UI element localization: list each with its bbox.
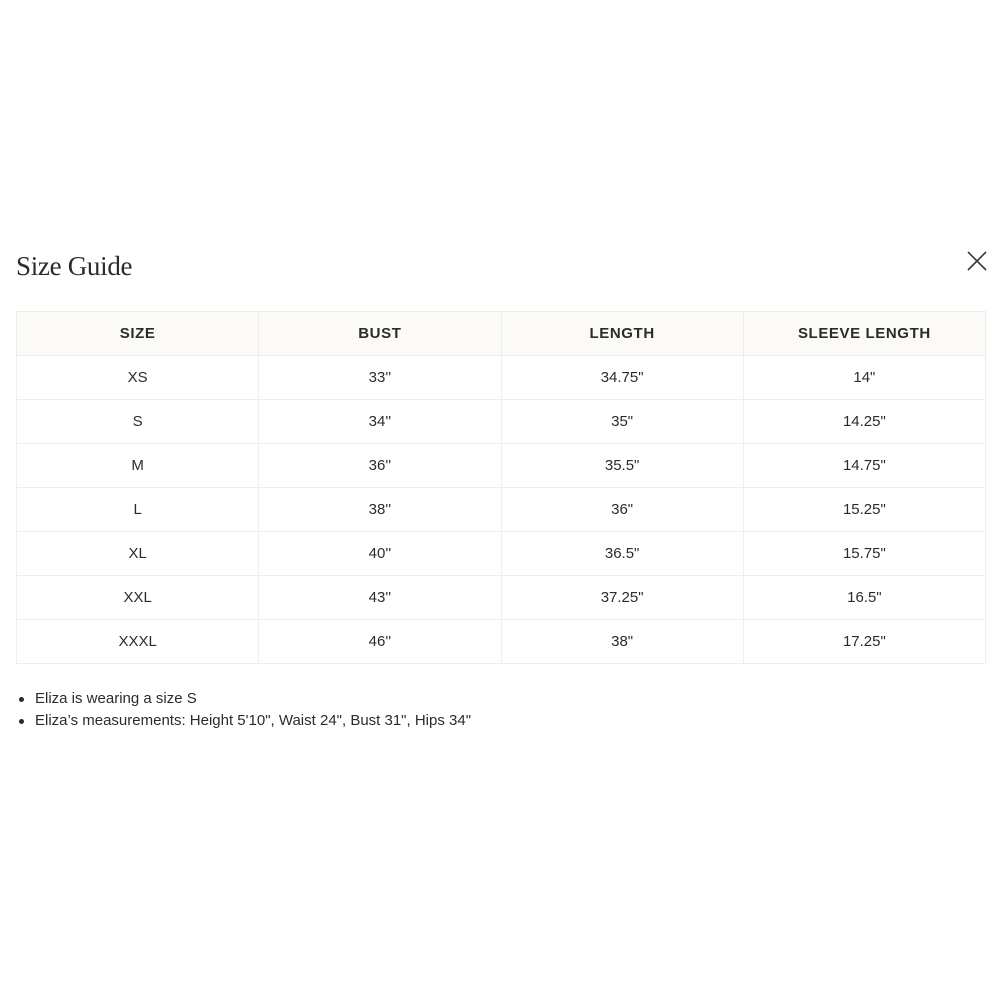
table-header-row bbox=[17, 312, 986, 356]
length-cell: 38" bbox=[501, 620, 743, 664]
table-row bbox=[17, 400, 986, 444]
table-row bbox=[17, 444, 986, 488]
sleeve-length-cell: 15.75" bbox=[743, 532, 985, 576]
size-cell: L bbox=[17, 488, 259, 532]
bust-cell: 46'' bbox=[259, 620, 501, 664]
bust-cell: 38'' bbox=[259, 488, 501, 532]
sleeve-length-cell: 14.25" bbox=[743, 400, 985, 444]
column-header-bust: BUST bbox=[259, 312, 501, 356]
size-cell: XXXL bbox=[17, 620, 259, 664]
bust-cell: 40'' bbox=[259, 532, 501, 576]
bust-cell: 34'' bbox=[259, 400, 501, 444]
size-cell: S bbox=[17, 400, 259, 444]
size-cell: XL bbox=[17, 532, 259, 576]
fit-notes-list bbox=[16, 688, 471, 732]
column-header-length: LENGTH bbox=[501, 312, 743, 356]
sleeve-length-cell: 15.25" bbox=[743, 488, 985, 532]
note-model-measurements: Eliza’s measurements: Height 5'10", Waist 24", Bust 31", Hips 34" bbox=[35, 712, 472, 729]
note-model-size: Eliza is wearing a size S bbox=[35, 690, 197, 707]
length-cell: 37.25" bbox=[501, 576, 743, 620]
bust-cell: 33'' bbox=[259, 356, 501, 400]
modal-title: Size Guide bbox=[16, 251, 133, 281]
column-header-sleeve-length: SLEEVE LENGTH bbox=[743, 312, 985, 356]
table-row bbox=[17, 576, 986, 620]
list-item bbox=[16, 710, 471, 732]
bullet-icon bbox=[19, 697, 24, 702]
table-row bbox=[17, 532, 986, 576]
length-cell: 36.5" bbox=[501, 532, 743, 576]
length-cell: 34.75" bbox=[501, 356, 743, 400]
size-cell: XXL bbox=[17, 576, 259, 620]
close-icon[interactable] bbox=[965, 249, 989, 273]
size-cell: M bbox=[17, 444, 259, 488]
size-table bbox=[16, 311, 986, 664]
bust-cell: 43'' bbox=[259, 576, 501, 620]
length-cell: 35.5" bbox=[501, 444, 743, 488]
length-cell: 36" bbox=[501, 488, 743, 532]
size-cell: XS bbox=[17, 356, 259, 400]
sleeve-length-cell: 17.25" bbox=[743, 620, 985, 664]
sleeve-length-cell: 14.75" bbox=[743, 444, 985, 488]
column-header-size: SIZE bbox=[17, 312, 259, 356]
sleeve-length-cell: 16.5" bbox=[743, 576, 985, 620]
list-item bbox=[16, 688, 471, 710]
sleeve-length-cell: 14" bbox=[743, 356, 985, 400]
bullet-icon bbox=[19, 719, 24, 724]
table-row bbox=[17, 620, 986, 664]
close-button[interactable] bbox=[965, 249, 989, 273]
table-row bbox=[17, 356, 986, 400]
table-row bbox=[17, 488, 986, 532]
length-cell: 35" bbox=[501, 400, 743, 444]
bust-cell: 36'' bbox=[259, 444, 501, 488]
